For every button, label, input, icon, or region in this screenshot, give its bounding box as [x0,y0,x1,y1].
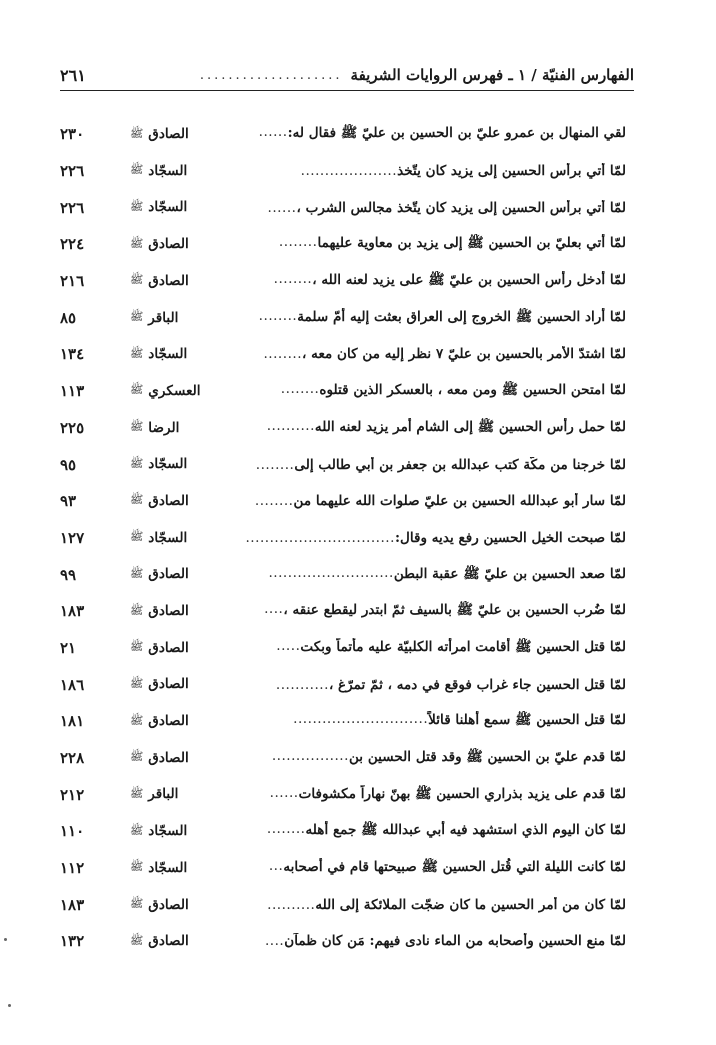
entry-text-cell [225,200,626,216]
entry-text: لمّا كان من أمر الحسين ما كان ضجّت الملائكة إلى الله [315,896,626,913]
index-entry [60,813,626,850]
imam-name: الصادق [148,603,189,620]
entry-imam [130,933,225,950]
honorific-seal-icon: ﷺ [130,199,144,213]
entry-page-number: ١١٣ [60,382,85,401]
entry-text: لمّا كان اليوم الذي استشهد فيه أبي عبدالله ﷺ جمع أهله [305,822,626,839]
entry-page-number: ٩٥ [60,455,77,474]
entry-text: لمّا سار أبو عبدالله الحسين بن عليّ صلوات الله عليهما من [293,493,626,510]
honorific-seal-icon: ﷺ [130,713,144,727]
imam-name: الباقر [148,309,179,326]
index-entry [60,446,626,483]
imam-name: السجّاد [148,456,188,473]
entry-page-number: ٢١٢ [60,785,85,804]
entry-imam [130,420,225,437]
leader-dots: ........ [263,346,303,363]
imam-name: الباقر [148,786,179,803]
entry-page-number: ١٨٣ [60,895,85,914]
entry-page-number: ١٣٤ [60,345,85,364]
entry-text: لمّا قتل الحسين ﷺ أقامت امرأته الكلبيّة عليه مأتماً وبكت [300,638,626,655]
entry-text-cell [225,457,626,473]
entry-imam [130,530,225,547]
entry-imam [130,713,225,730]
index-entry [60,740,626,777]
leader-dots: ... [268,858,284,875]
entry-text-cell [225,271,626,291]
index-entry [60,483,626,520]
imam-name: السجّاد [148,859,188,876]
leader-dots: ........... [275,676,329,693]
index-entry [60,923,626,960]
index-entry [60,189,626,226]
leader-dots: ...... [267,199,297,216]
entry-text-cell [225,163,626,179]
entry-text-cell [225,785,626,805]
index-entry [60,520,626,557]
honorific-seal-icon: ﷺ [130,236,144,250]
honorific-seal-icon: ﷺ [130,786,144,800]
entry-text: لمّا ضُرب الحسين بن عليّ ﷺ بالسيف ثمّ ابتدر ليقطع عنقه ، [283,602,626,619]
index-entry [60,886,626,923]
entry-text: لمّا امتحن الحسين ﷺ ومن معه ، بالعسكر الذين قتلوه [319,382,626,399]
honorific-seal-icon: ﷺ [130,823,144,837]
running-header [60,62,634,88]
entry-text: لمّا أراد الحسين ﷺ الخروج إلى العراق بعثت إليه أُمّ سلمة [297,308,626,325]
honorific-seal-icon: ﷺ [130,456,144,470]
imam-name: الصادق [148,126,189,143]
index-entry [60,299,626,336]
index-entry [60,410,626,447]
imam-name: الصادق [148,566,189,583]
entry-text-cell [225,677,626,693]
entry-page-number: ٢٢٨ [60,749,85,768]
entry-page-number: ١٨٣ [60,602,85,621]
leader-dots: .... [264,601,284,618]
imam-name: الصادق [148,676,189,693]
imam-name: الصادق [148,896,189,913]
imam-name: السجّاد [148,529,188,546]
entry-text: لمّا قتل الحسين ﷺ سمع أهلنا قائلاً [428,712,626,729]
entry-imam [130,860,225,877]
imam-name: السجّاد [148,162,188,179]
entry-text-cell [225,530,626,546]
entry-text-cell [225,418,626,438]
entry-imam [130,786,225,803]
index-entry [60,116,626,153]
entry-text: لمّا قتل الحسين جاء غراب فوقع في دمه ، ثمّ تمرّغ ، [328,676,626,693]
entry-page-number: ١١٢ [60,859,85,878]
imam-name: الرضا [148,419,180,436]
entry-page-number: ١٨١ [60,712,85,731]
entry-text-cell [225,381,626,401]
leader-dots: ............................... [245,529,395,546]
imam-name: الصادق [148,713,189,730]
index-entry [60,336,626,373]
entry-page-number: ٢٣٠ [60,125,85,144]
index-entries [60,116,626,960]
index-entry [60,593,626,630]
imam-name: السجّاد [148,199,188,216]
entry-text-cell [225,748,626,768]
index-entry [60,373,626,410]
entry-imam [130,750,225,767]
entry-text: لمّا صعد الحسين بن عليّ ﷺ عقبة البطن [393,565,626,582]
header-title: الفهارس الفنيّة / ١ ـ فهرس الروايات الشريفة [350,66,634,84]
honorific-seal-icon: ﷺ [130,897,144,911]
entry-text: لقي المنهال بن عمرو عليّ بن الحسين بن عليّ ﷺ فقال له: [287,125,626,142]
entry-text: لمّا حمل رأس الحسين ﷺ إلى الشام أمر يزيد لعنه الله [314,418,626,435]
honorific-seal-icon: ﷺ [130,566,144,580]
margin-speck [8,1004,11,1007]
leader-dots: ........ [280,381,320,398]
entry-imam [130,640,225,657]
imam-name: السجّاد [148,823,188,840]
entry-text: لمّا منع الحسين وأصحابه من الماء نادى فيهم: مَن كان ظمآن [284,933,626,950]
entry-page-number: ٩٣ [60,492,77,511]
imam-name: الصادق [148,492,189,509]
honorific-seal-icon: ﷺ [130,163,144,177]
entry-text-cell [225,821,626,841]
leader-dots: ................ [271,748,349,765]
entry-text-cell [225,565,626,585]
index-entry [60,153,626,190]
entry-imam [130,897,225,914]
entry-imam [130,310,225,327]
imam-name: الصادق [148,639,189,656]
entry-text-cell [225,711,626,731]
leader-dots: .......................... [268,564,394,581]
entry-page-number: ٢٢٦ [60,162,85,181]
index-entry [60,226,626,263]
honorific-seal-icon: ﷺ [130,640,144,654]
entry-page-number: ٢٢٥ [60,418,85,437]
entry-imam [130,676,225,693]
entry-page-number: ٢١٦ [60,272,85,291]
index-entry [60,703,626,740]
entry-text: لمّا أدخل رأس الحسين بن عليّ ﷺ على يزيد لعنه الله ، [312,272,626,289]
entry-page-number: ١٢٧ [60,528,85,547]
index-entry [60,850,626,887]
honorific-seal-icon: ﷺ [130,603,144,617]
index-entry [60,666,626,703]
entry-page-number: ٩٩ [60,565,77,584]
entry-page-number: ٢٢٤ [60,235,85,254]
entry-text-cell [225,638,626,658]
entry-text: لمّا أُتي برأس الحسين إلى يزيد كان يتّخذ [397,163,626,180]
honorific-seal-icon: ﷺ [130,676,144,690]
entry-text-cell [225,124,626,144]
honorific-seal-icon: ﷺ [130,273,144,287]
entry-text: لمّا كانت الليلة التي قُتل الحسين ﷺ صبيحتها قام في أصحابه [283,859,626,876]
entry-text-cell [225,308,626,328]
honorific-seal-icon: ﷺ [130,750,144,764]
leader-dots: .......... [267,896,316,913]
leader-dots: .................... [300,163,398,180]
entry-text: لمّا خرجنا من مكّة كتب عبدالله بن جعفر بن أبي طالب إلى [294,456,626,473]
leader-dots: ........ [255,456,295,473]
entry-page-number: ١١٠ [60,822,85,841]
entry-page-number: ١٨٦ [60,675,85,694]
imam-name: الصادق [148,749,189,766]
entry-page-number: ٢١ [60,638,77,657]
entry-text-cell [225,858,626,878]
honorific-seal-icon: ﷺ [130,310,144,324]
entry-imam [130,273,225,290]
entry-imam [130,163,225,180]
leader-dots: .... [264,933,285,950]
leader-dots: ........ [254,493,294,510]
entry-text-cell [225,493,626,509]
entry-text: لمّا أُتي برأس الحسين إلى يزيد كان يتّخذ مجالس الشرب ، [296,199,626,216]
entry-imam [130,236,225,253]
header-leader-dots: .................... [199,67,343,83]
honorific-seal-icon: ﷺ [130,860,144,874]
leader-dots: ...... [269,784,299,801]
entry-text: لمّا قدم على يزيد بذراري الحسين ﷺ بهنّ نهاراً مكشوفات [298,785,626,802]
imam-name: الصادق [148,933,189,950]
entry-text-cell [225,897,626,913]
entry-imam [130,383,225,400]
entry-page-number: ٢٢٦ [60,198,85,217]
entry-page-number: ١٣٢ [60,932,85,951]
leader-dots: ..... [276,637,301,654]
honorific-seal-icon: ﷺ [130,346,144,360]
entry-imam [130,199,225,216]
entry-text: لمّا قدم عليّ بن الحسين ﷺ وقد قتل الحسين بن [348,749,626,766]
honorific-seal-icon: ﷺ [130,933,144,947]
entry-imam [130,493,225,510]
leader-dots: ............................ [293,711,429,728]
entry-text: لمّا صبحت الخيل الحسين رفع يديه وقال: [394,529,626,546]
honorific-seal-icon: ﷺ [130,383,144,397]
honorific-seal-icon: ﷺ [130,530,144,544]
entry-imam [130,126,225,143]
honorific-seal-icon: ﷺ [130,493,144,507]
entry-text-cell [225,933,626,949]
imam-name: العسكري [148,382,201,399]
imam-name: السجّاد [148,346,188,363]
entry-text: لمّا اشتدّ الأمر بالحسين بن عليّ ٧ نظر إليه من كان معه ، [302,346,626,363]
index-entry [60,630,626,667]
index-entry [60,263,626,300]
entry-text-cell [225,346,626,362]
entry-text: لمّا أُتي بعليّ بن الحسين ﷺ إلى يزيد بن معاوية عليهما [317,235,626,252]
index-entry [60,556,626,593]
leader-dots: ........ [273,271,313,288]
leader-dots: ........ [258,307,298,324]
entry-imam [130,456,225,473]
entry-imam [130,603,225,620]
margin-speck [4,938,7,941]
leader-dots: .......... [266,417,315,434]
imam-name: الصادق [148,236,189,253]
honorific-seal-icon: ﷺ [130,126,144,140]
leader-dots: ........ [278,234,318,251]
leader-dots: ........ [266,821,306,838]
page-number: ٢٦١ [60,65,86,85]
imam-name: الصادق [148,272,189,289]
header-rule [60,90,634,91]
leader-dots: ...... [258,124,288,141]
honorific-seal-icon: ﷺ [130,420,144,434]
entry-text-cell [225,234,626,254]
index-entry [60,776,626,813]
entry-imam [130,823,225,840]
entry-imam [130,566,225,583]
entry-page-number: ٨٥ [60,308,77,327]
entry-text-cell [225,601,626,621]
entry-imam [130,346,225,363]
